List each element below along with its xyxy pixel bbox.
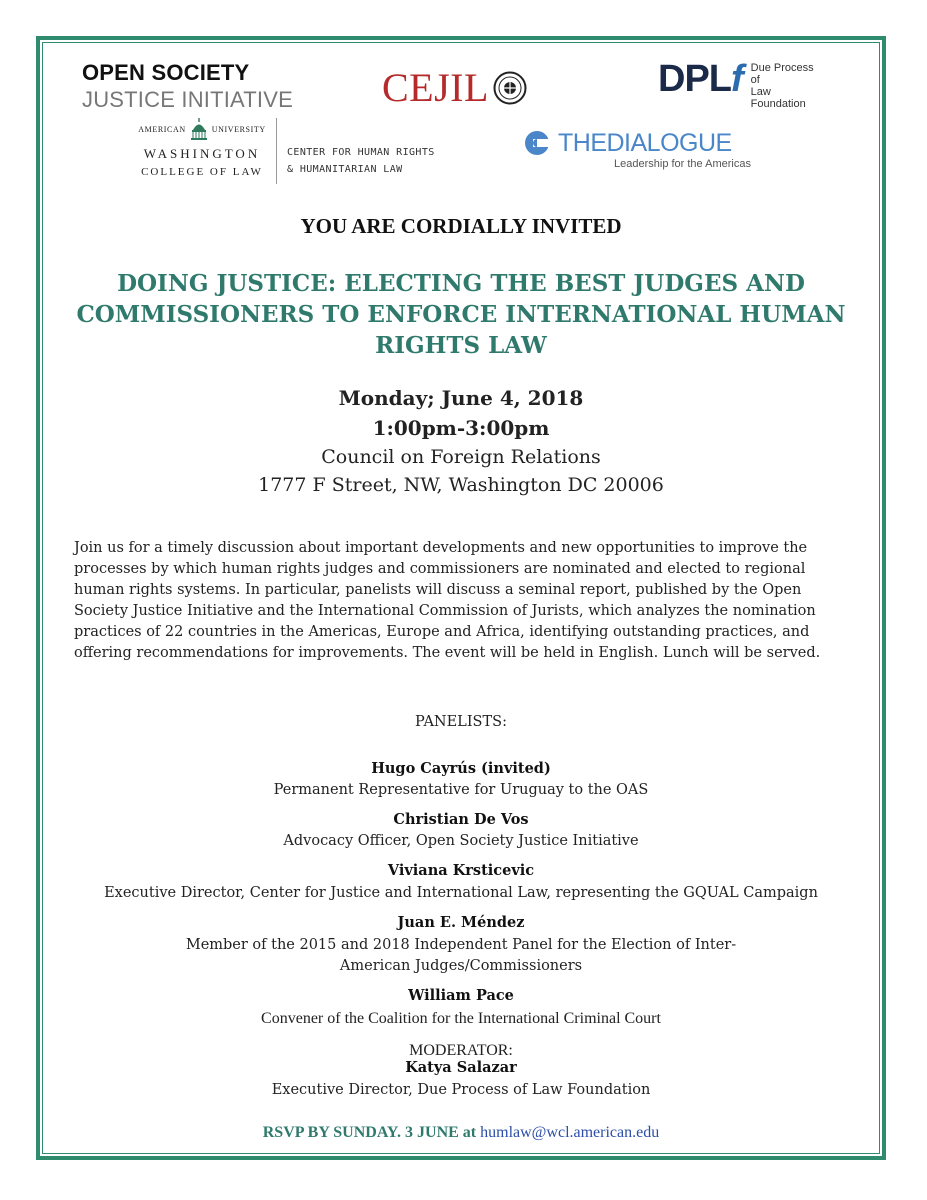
university-label: UNIVERSITY xyxy=(211,124,266,134)
the-dialogue-logo xyxy=(524,130,751,170)
event-time: 1:00pm-3:00pm xyxy=(372,416,550,440)
osji-logo-line2: JUSTICE INITIATIVE xyxy=(82,87,293,112)
osji-logo-line1: OPEN SOCIETY xyxy=(82,60,250,85)
dplf-logo-subtitle-line2: of xyxy=(750,74,760,86)
wcl-logo-divider xyxy=(276,118,277,184)
moderator-heading: MODERATOR: xyxy=(409,1042,513,1059)
dialogue-logo-row xyxy=(524,130,751,156)
panelist-name: Hugo Cayrús (invited) xyxy=(371,760,551,777)
event-title: DOING JUSTICE: ELECTING THE BEST JUDGES AND COMMISSIONERS TO ENFORCE INTERNATIONAL HUMAN RIGHTS LAW xyxy=(76,270,846,359)
moderator-role: Executive Director, Due Process of Law Foundation xyxy=(271,1082,651,1098)
dialogue-name: THEDIALOGUE xyxy=(558,128,732,157)
college-of-law-label: COLLEGE OF LAW xyxy=(141,166,263,178)
dialogue-tagline: Leadership for the Americas xyxy=(614,158,751,170)
wcl-logo-left xyxy=(132,118,272,178)
dplf-logo-mark xyxy=(658,60,743,98)
panelist-role: Member of the 2015 and 2018 Independent Panel for the Election of Inter-American Judges/Commissioners xyxy=(185,937,737,974)
american-label: AMERICAN xyxy=(138,124,186,134)
panelist-role: Executive Director, Center for Justice and International Law, representing the GQUAL Campaign xyxy=(104,885,818,901)
event-description: Join us for a timely discussion about important developments and new opportunities to improve the processes by which human rights judges and commissioners are nominated and elected to regional human rights systems. In particular, panelists will discuss a seminal report, published by the Open Society Justice Initiative and the International Commission of Jurists, which analyzes the nomination practices of 22 countries in the Americas, Europe and Africa, identifying outstanding practices, and offering recommendations for improvements. The event will be held in English. Lunch will be served. xyxy=(74,540,821,661)
open-society-justice-initiative-logo xyxy=(82,62,293,111)
panelist-name: Juan E. Méndez xyxy=(397,914,525,931)
cejil-seal-icon xyxy=(493,71,527,105)
event-venue: Council on Foreign Relations xyxy=(321,446,601,468)
panelist-name: William Pace xyxy=(408,987,514,1004)
event-address: 1777 F Street, NW, Washington DC 20006 xyxy=(258,474,664,496)
rsvp-line xyxy=(42,1124,880,1142)
panelist-role: Convener of the Coalition for the International Criminal Court xyxy=(261,1010,661,1027)
invitation-heading: YOU ARE CORDIALLY INVITED xyxy=(300,214,622,238)
panelist-name: Christian De Vos xyxy=(393,811,529,828)
cejil-logo xyxy=(382,64,527,111)
dplf-logo-subtitle-line1: Due Process xyxy=(750,62,814,74)
washington-label: WASHINGTON xyxy=(143,146,261,161)
event-date: Monday; June 4, 2018 xyxy=(338,386,584,410)
panelist-role: Permanent Representative for Uruguay to the OAS xyxy=(273,782,649,798)
panelist-role: Advocacy Officer, Open Society Justice Initiative xyxy=(283,833,639,849)
dplf-logo-mark-text: DPL xyxy=(658,58,731,100)
center-human-rights-label xyxy=(287,144,435,178)
cejil-logo-text: CEJIL xyxy=(382,65,489,110)
dplf-logo-subtitle xyxy=(751,62,814,110)
panelists-heading: PANELISTS: xyxy=(415,714,507,730)
dialogue-speech-icon xyxy=(524,130,554,156)
moderator-name: Katya Salazar xyxy=(405,1059,517,1076)
panelist-name: Viviana Krsticevic xyxy=(387,862,535,879)
capitol-dome-icon xyxy=(190,118,208,140)
dplf-logo xyxy=(658,60,814,110)
dplf-logo-subtitle-line4: Foundation xyxy=(750,98,806,110)
center-human-rights-line2: & HUMANITARIAN LAW xyxy=(287,164,403,175)
dplf-logo-mark-f: f xyxy=(731,58,743,100)
american-university-line xyxy=(132,118,272,140)
center-human-rights-line1: CENTER FOR HUMAN RIGHTS xyxy=(287,147,435,158)
rsvp-label: RSVP BY SUNDAY. 3 JUNE at xyxy=(262,1124,477,1141)
wcl-logo xyxy=(132,118,435,184)
dplf-logo-subtitle-line3: Law xyxy=(750,86,771,98)
rsvp-email-link[interactable]: humlaw@wcl.american.edu xyxy=(480,1124,660,1141)
